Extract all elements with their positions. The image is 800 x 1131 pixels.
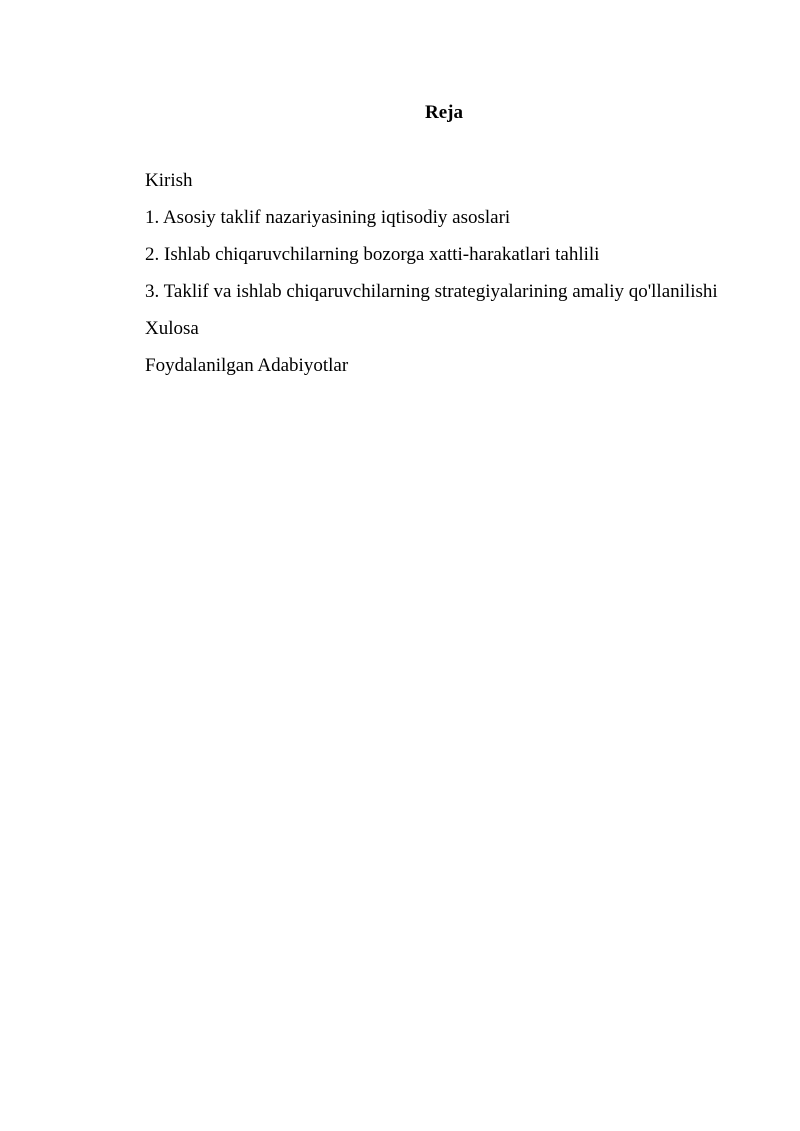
toc-item-conclusion: Xulosa (145, 318, 199, 339)
page-title: Reja (425, 102, 463, 123)
toc-item-introduction: Kirish (145, 170, 193, 191)
table-of-contents (115, 162, 741, 384)
toc-item-chapter-1: 1. Asosiy taklif nazariyasining iqtisodiy asoslari (145, 207, 511, 228)
toc-item-references: Foydalanilgan Adabiyotlar (145, 355, 349, 376)
toc-item-chapter-2: 2. Ishlab chiqaruvchilarning bozorga xatti-harakatlari tahlili (145, 244, 600, 265)
toc-item-chapter-3: 3. Taklif va ishlab chiqaruvchilarning strategiyalarining amaliy qo'llanilishi (145, 281, 718, 302)
